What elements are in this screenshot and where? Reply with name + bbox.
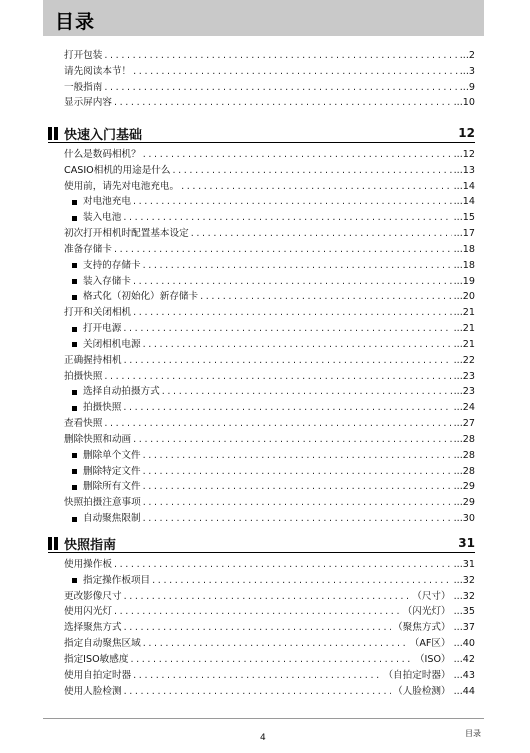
dot-leader [123,210,451,226]
square-bullet-icon [72,216,77,221]
toc-subentry[interactable] [72,289,475,305]
dot-leader [133,432,451,448]
toc-entry[interactable] [64,432,475,448]
entry-label: 对电池充电 [83,196,131,208]
toc-entry[interactable] [64,589,475,605]
section-title: 快照指南 [64,537,117,553]
entry-tag: （ISO） [414,653,451,665]
page-leader: ... [453,243,463,255]
entry-label: 删除所有文件 [83,481,141,493]
page-leader: ... [453,370,463,382]
page-leader: ... [459,50,469,61]
dot-leader [143,495,452,511]
page-leader: ... [453,338,463,350]
dot-leader [143,511,452,527]
page-leader: ... [453,196,463,208]
toc-subentry[interactable] [72,400,475,416]
entry-tag: （人脸检测） [393,685,451,697]
entry-page-number: 35 [462,606,475,618]
square-bullet-icon [72,200,77,205]
toc-subentry[interactable] [72,337,475,353]
dot-leader [114,604,401,620]
footer-page-number: 4 [260,733,266,743]
square-bullet-icon [72,263,77,268]
page-leader: ... [453,449,463,461]
section-header [48,533,475,553]
entry-page-number: 44 [462,685,475,697]
entry-page-number: 28 [462,433,475,445]
tag-leader: ... [453,590,463,602]
dot-leader [172,163,451,179]
toc-entry[interactable] [64,557,475,573]
tag-leader: ... [453,606,463,618]
toc-subentry[interactable] [72,258,475,274]
entry-page-number: 21 [462,323,475,335]
entry-label: 一般指南 [64,81,103,93]
page-leader: ... [453,180,463,192]
toc-subentry[interactable] [72,511,475,527]
page-title: 目录 [55,11,96,33]
entry-label: 打开包装 [64,50,103,61]
entry-label: 拍摄快照 [64,370,103,382]
entry-label: 打开和关闭相机 [64,307,132,319]
toc-subentry[interactable] [72,479,475,495]
page-leader: ... [453,386,463,398]
entry-label: 关闭相机电源 [83,338,141,350]
page-leader: ... [453,465,463,477]
entry-tag: （AF区） [409,638,451,650]
square-bullet-icon [72,390,77,395]
entry-tag: （自拍定时器） [383,669,451,681]
square-bullet-icon [72,469,77,474]
tag-leader: ... [453,685,463,697]
page-leader: ... [453,228,463,240]
tag-leader: ... [453,622,463,634]
dot-leader [124,684,392,700]
entry-page-number: 14 [462,196,475,208]
entry-label: 请先阅读本节！ [64,65,132,77]
entry-label: 装入存储卡 [83,275,131,287]
entry-label: 删除单个文件 [83,449,141,461]
page-leader: ... [453,402,463,414]
entry-label: 准备存储卡 [64,243,112,255]
dot-leader [162,384,452,400]
tag-leader: ... [453,669,463,681]
entry-page-number: 3 [468,65,475,77]
toc-entry[interactable] [64,242,475,258]
footer-label: 目录 [465,729,481,738]
square-bullet-icon [72,485,77,490]
entry-page-number: 13 [462,164,475,176]
entry-page-number: 21 [462,307,475,319]
dot-leader [124,620,392,636]
page-leader: ... [453,323,463,335]
dot-leader [152,573,451,589]
dot-leader [133,668,381,684]
entry-label: 拍摄快照 [83,402,122,414]
dot-leader [143,337,452,353]
square-bullet-icon [72,342,77,347]
page-leader: ... [453,275,463,287]
square-bullet-icon [72,517,77,522]
entry-label: CASIO相机的用途是什么 [64,164,171,176]
dot-leader [123,400,451,416]
toc-entry[interactable] [64,95,475,111]
page-leader: ... [453,497,463,509]
tag-leader: ... [453,638,463,650]
page-leader: ... [459,81,469,93]
entry-label: 打开电源 [83,323,122,335]
toc-entry[interactable] [64,369,475,385]
entry-label: 支持的存储卡 [83,259,141,271]
entry-label: 选择聚焦方式 [64,622,122,634]
page-leader: ... [453,97,463,109]
entry-page-number: 12 [462,149,475,160]
entry-page-number: 22 [462,354,475,366]
entry-label: 删除特定文件 [83,465,141,477]
entry-page-number: 20 [462,291,475,303]
entry-page-number: 14 [462,180,475,192]
entry-label: 指定ISO敏感度 [64,653,129,665]
entry-label: 更改影像尺寸 [64,590,122,602]
entry-label: 装入电池 [83,212,122,224]
dot-leader [114,242,452,258]
toc-entry[interactable] [64,604,475,620]
toc-entry[interactable] [64,147,475,163]
entry-page-number: 18 [462,259,475,271]
page-leader: ... [453,212,463,224]
entry-label: 什么是数码相机？ [64,149,141,160]
entry-page-number: 29 [462,481,475,493]
entry-label: 正确握持相机 [64,354,122,366]
entry-label: 删除快照和动画 [64,433,132,445]
toc-entry[interactable] [64,652,475,668]
page-leader: ... [453,149,463,160]
entry-page-number: 30 [462,513,475,525]
page-leader: ... [453,291,463,303]
toc-subentry[interactable] [72,210,475,226]
dot-leader [143,636,408,652]
dot-leader [133,194,452,210]
entry-page-number: 28 [462,449,475,461]
toc-entry[interactable] [64,64,475,80]
dot-leader [104,369,451,385]
page-leader: ... [453,574,463,586]
section-underline [48,142,475,143]
entry-page-number: 31 [462,559,475,570]
entry-page-number: 37 [462,622,475,634]
entry-label: 使用前，请先对电池充电。 [64,180,180,192]
entry-tag: （尺寸） [412,590,451,602]
entry-label: 自动聚焦限制 [83,513,141,525]
entry-page-number: 21 [462,338,475,350]
page-leader: ... [453,513,463,525]
toc-subentry[interactable] [72,384,475,400]
toc-entry[interactable] [64,668,475,684]
dot-leader [114,557,452,573]
entry-label: 使用人脸检测 [64,685,122,697]
dot-leader [124,589,411,605]
toc-subentry[interactable] [72,448,475,464]
toc-entry[interactable] [64,179,475,195]
dot-leader [143,479,452,495]
toc-entry[interactable] [64,226,475,242]
dot-leader [123,321,451,337]
entry-page-number: 17 [462,228,475,240]
entry-label: 使用操作板 [64,559,112,570]
footer-divider [43,718,484,719]
entry-page-number: 27 [462,418,475,430]
page-leader: ... [459,65,469,77]
toc-entry[interactable] [64,620,475,636]
section-header [48,123,475,143]
toc-entry[interactable] [64,80,475,96]
entry-page-number: 10 [462,97,475,109]
dot-leader [143,258,452,274]
entry-page-number: 15 [462,212,475,224]
toc-entry[interactable] [64,636,475,652]
dot-leader [133,64,458,80]
entry-label: 查看快照 [64,418,103,430]
entry-label: 初次打开相机时配置基本设定 [64,228,189,240]
square-bullet-icon [72,578,77,583]
section-marker-icon [48,537,58,550]
dot-leader [143,448,452,464]
section-page-number: 12 [458,126,475,140]
section-title: 快速入门基础 [64,127,143,143]
toc-entry[interactable] [64,495,475,511]
entry-page-number: 32 [462,574,475,586]
entry-page-number: 29 [462,497,475,509]
toc-entry[interactable] [64,305,475,321]
dot-leader [143,147,452,163]
toc-entry[interactable] [64,48,475,64]
page-leader: ... [453,559,463,570]
page-leader: ... [453,307,463,319]
entry-page-number: 42 [462,653,475,665]
toc-entry[interactable] [64,684,475,700]
entry-label: 指定自动聚焦区域 [64,638,141,650]
entry-page-number: 23 [462,370,475,382]
entry-label: 使用闪光灯 [64,606,112,618]
dot-leader [104,48,457,64]
dot-leader [124,353,452,369]
dot-leader [104,80,457,96]
square-bullet-icon [72,406,77,411]
square-bullet-icon [72,453,77,458]
entry-page-number: 23 [462,386,475,398]
toc-subentry[interactable] [72,573,475,589]
section-marker-icon [48,127,58,140]
entry-page-number: 43 [462,669,475,681]
entry-label: 选择自动拍摄方式 [83,386,160,398]
entry-label: 快照拍摄注意事项 [64,497,141,509]
toc-entry[interactable] [64,353,475,369]
dot-leader [104,416,451,432]
entry-label: 格式化（初始化）新存储卡 [83,291,199,303]
toc-subentry[interactable] [72,321,475,337]
entry-page-number: 24 [462,402,475,414]
tag-leader: ... [453,653,463,665]
dot-leader [114,95,452,111]
page-leader: ... [453,259,463,271]
page-leader: ... [453,164,463,176]
entry-page-number: 28 [462,465,475,477]
page-leader: ... [453,481,463,493]
page-leader: ... [453,418,463,430]
dot-leader [191,226,452,242]
square-bullet-icon [72,295,77,300]
toc-subentry[interactable] [72,464,475,480]
entry-page-number: 19 [462,275,475,287]
entry-page-number: 9 [468,81,475,93]
entry-label: 显示屏内容 [64,97,112,109]
entry-page-number: 18 [462,243,475,255]
entry-tag: （聚焦方式） [393,622,451,634]
page-leader: ... [453,354,463,366]
toc-entry[interactable] [64,163,475,179]
entry-label: 使用自拍定时器 [64,669,132,681]
entry-page-number: 32 [462,590,475,602]
section-page-number: 31 [458,536,475,550]
dot-leader [143,464,452,480]
title-bar [43,0,484,36]
entry-page-number: 2 [468,50,475,61]
dot-leader [133,274,452,290]
entry-page-number: 40 [462,638,475,650]
dot-leader [181,179,452,195]
toc-subentry[interactable] [72,194,475,210]
toc-entry[interactable] [64,416,475,432]
dot-leader [130,652,413,668]
square-bullet-icon [72,279,77,284]
dot-leader [133,305,451,321]
page-leader: ... [453,433,463,445]
square-bullet-icon [72,327,77,332]
entry-tag: （闪光灯） [402,606,451,618]
section-underline [48,552,475,553]
entry-label: 指定操作板项目 [83,574,151,586]
toc-subentry[interactable] [72,274,475,290]
dot-leader [200,289,452,305]
